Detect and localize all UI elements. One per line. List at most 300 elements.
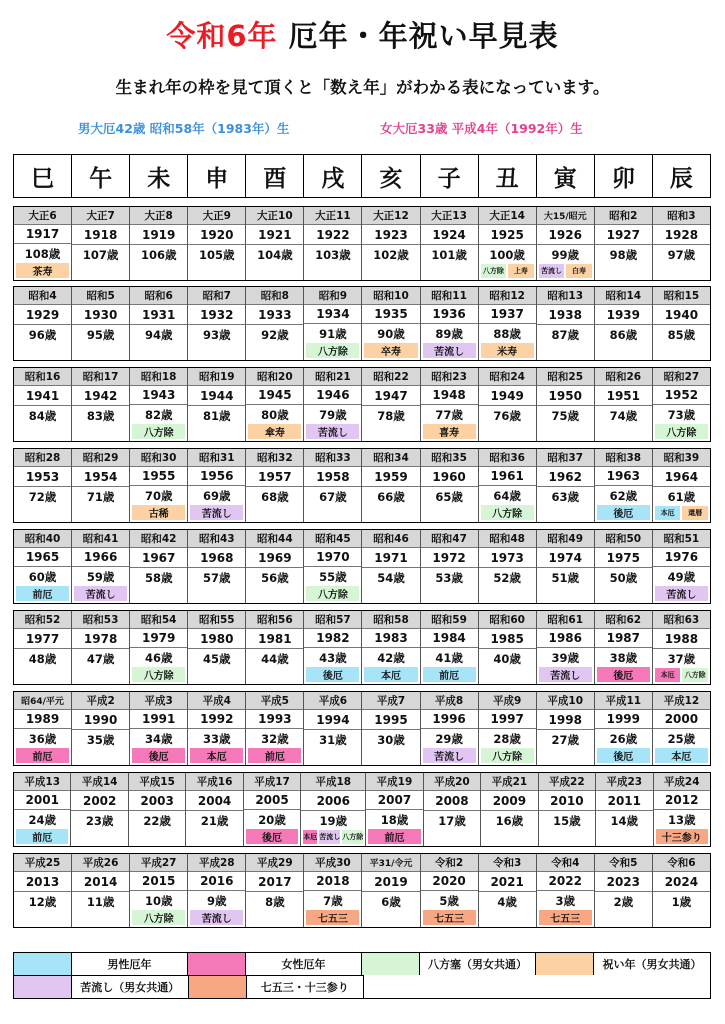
western-year: 1951: [595, 386, 652, 406]
kazoe-age: 64歳: [493, 488, 521, 503]
kazoe-age: 10歳: [144, 893, 173, 908]
year-block: [13, 772, 711, 847]
tag-area: [188, 425, 245, 441]
year-cell: [361, 449, 419, 522]
year-block: [13, 529, 711, 604]
era-name: 昭和6: [130, 287, 187, 305]
kazoe-age: 28歳: [493, 731, 521, 746]
era-name: 平成16: [186, 773, 242, 791]
kazoe-age: 34歳: [144, 731, 173, 746]
kazoe-age: 90歳: [377, 326, 405, 341]
occasion-badge: 苦流し: [423, 343, 476, 358]
tag-area: [14, 506, 71, 522]
western-year: 1917: [14, 225, 71, 245]
year-cell: [303, 611, 361, 684]
western-year: 1947: [362, 386, 419, 406]
era-name: 昭和10: [362, 287, 419, 305]
tag-area: [539, 830, 595, 846]
western-year: 1971: [362, 548, 419, 568]
tag-area: [304, 910, 361, 927]
year-cell: [303, 530, 361, 603]
year-cell: [129, 368, 187, 441]
year-cell: [478, 287, 536, 360]
era-name: 平成27: [130, 854, 187, 872]
era-name: 昭和21: [304, 368, 361, 386]
year-cell: [71, 368, 129, 441]
year-cell: [652, 692, 710, 765]
era-name: 平成29: [246, 854, 303, 872]
kazoe-age: 88歳: [493, 326, 521, 341]
occasion-badge: 苦流し: [74, 586, 127, 601]
tag-area: [653, 668, 710, 684]
kazoe-age: 20歳: [258, 812, 286, 827]
western-year: 1923: [362, 225, 419, 245]
tag-area: [366, 829, 422, 846]
era-name: 昭和41: [72, 530, 129, 548]
era-name: 平成24: [654, 773, 710, 791]
era-name: 昭和33: [304, 449, 361, 467]
western-year: 2005: [244, 791, 300, 811]
tag-area: [130, 587, 187, 603]
western-year: 2004: [186, 791, 242, 811]
era-name: 平成3: [130, 692, 187, 710]
year-cell: [187, 854, 245, 927]
tag-area: [188, 505, 245, 522]
year-cell: [594, 207, 652, 280]
year-cell: [420, 287, 478, 360]
tag-area: [362, 506, 419, 522]
legend-label: 八方塞（男女共通）: [428, 958, 527, 971]
year-cell: [129, 854, 187, 927]
kazoe-age: 30歳: [377, 732, 405, 747]
kazoe-age: 39歳: [551, 650, 579, 665]
kazoe-age: 44歳: [261, 651, 289, 666]
year-cell: [594, 449, 652, 522]
era-name: 大正13: [421, 207, 478, 225]
year-cell: [536, 854, 594, 927]
era-name: 平成9: [479, 692, 536, 710]
tag-area: [537, 264, 594, 280]
tag-area: [595, 344, 652, 360]
era-name: 平成25: [14, 854, 71, 872]
tag-area: [246, 587, 303, 603]
year-cell: [243, 773, 300, 846]
kazoe-age: 77歳: [435, 407, 463, 422]
zodiac-sign: 寅: [536, 155, 594, 197]
kazoe-age: 45歳: [203, 651, 231, 666]
kazoe-age: 63歳: [551, 489, 579, 504]
western-year: 1926: [537, 225, 594, 245]
occasion-badge: 喜寿: [423, 424, 476, 439]
kazoe-age: 79歳: [319, 407, 347, 422]
kazoe-age: 93歳: [203, 327, 231, 342]
era-name: 大正12: [362, 207, 419, 225]
year-cell: [652, 207, 710, 280]
western-year: 2013: [14, 872, 71, 892]
era-name: 平成15: [129, 773, 185, 791]
year-cell: [14, 207, 71, 280]
tag-area: [304, 506, 361, 522]
tag-area: [654, 829, 710, 846]
western-year: 1983: [362, 629, 419, 649]
kazoe-age: 46歳: [144, 650, 173, 665]
year-cell: [14, 530, 71, 603]
western-year: 1962: [537, 467, 594, 487]
year-cell: [187, 449, 245, 522]
era-name: 昭和22: [362, 368, 419, 386]
era-name: 平成23: [596, 773, 652, 791]
year-cell: [595, 773, 652, 846]
era-name: 昭和53: [72, 611, 129, 629]
kazoe-age: 91歳: [319, 326, 347, 341]
western-year: 1924: [421, 225, 478, 245]
kazoe-age: 55歳: [319, 569, 347, 584]
western-year: 2022: [537, 872, 594, 892]
western-year: 1949: [479, 386, 536, 406]
tag-area: [14, 425, 71, 441]
western-year: 1957: [246, 467, 303, 487]
era-name: 昭和3: [653, 207, 710, 225]
western-year: 1938: [537, 305, 594, 325]
occasion-badge: 苦流し: [539, 667, 592, 682]
occasion-badge: 前厄: [248, 748, 301, 763]
legend-item: [536, 953, 710, 975]
western-year: 1930: [72, 305, 129, 325]
tag-area: [14, 344, 71, 360]
occasion-badge: 卒寿: [364, 343, 417, 358]
kazoe-age: 8歳: [265, 894, 285, 909]
western-year: 1946: [304, 386, 361, 406]
tag-area: [421, 587, 478, 603]
era-name: 大15/昭元: [537, 207, 594, 225]
kazoe-age: 82歳: [144, 407, 173, 422]
era-name: 平成8: [421, 692, 478, 710]
western-year: 1925: [479, 225, 536, 245]
tag-area: [304, 424, 361, 441]
tag-area: [246, 344, 303, 360]
tag-area: [72, 506, 129, 522]
tag-area: [130, 424, 187, 441]
kazoe-age: 96歳: [28, 327, 57, 342]
western-year: 1945: [246, 386, 303, 406]
zodiac-sign: 酉: [245, 155, 303, 197]
tag-area: [14, 586, 71, 603]
western-year: 1987: [595, 629, 652, 649]
tag-area: [424, 830, 480, 846]
occasion-badge: 茶寿: [16, 263, 69, 278]
tag-area: [304, 586, 361, 603]
era-name: 昭和58: [362, 611, 419, 629]
tag-area: [72, 668, 129, 684]
occasion-badge: 前厄: [368, 829, 420, 844]
era-name: 平成18: [301, 773, 365, 791]
zodiac-sign: 丑: [478, 155, 536, 197]
kazoe-age: 18歳: [380, 812, 409, 827]
era-name: 平成5: [246, 692, 303, 710]
tag-area: [14, 668, 71, 684]
year-cell: [536, 207, 594, 280]
kazoe-age: 57歳: [203, 570, 231, 585]
tag-area: [653, 911, 710, 927]
era-name: 昭和56: [246, 611, 303, 629]
year-cell: [187, 287, 245, 360]
western-year: 1981: [246, 629, 303, 649]
western-year: 2006: [301, 791, 365, 811]
era-name: 大正11: [304, 207, 361, 225]
kazoe-age: 103歳: [315, 247, 351, 262]
era-name: 昭和12: [479, 287, 536, 305]
kazoe-age: 22歳: [143, 813, 171, 828]
tag-area: [421, 343, 478, 360]
kazoe-age: 75歳: [551, 408, 579, 423]
year-cell: [14, 611, 71, 684]
western-year: 1931: [130, 305, 187, 325]
tag-area: [72, 344, 129, 360]
year-cell: [478, 530, 536, 603]
legend-item: [14, 953, 188, 975]
era-name: 昭和49: [537, 530, 594, 548]
kazoe-age: 49歳: [667, 569, 696, 584]
tag-area: [362, 264, 419, 280]
era-name: 令和6: [653, 854, 710, 872]
tag-area: [595, 264, 652, 280]
era-name: 平成7: [362, 692, 419, 710]
era-name: 昭和8: [246, 287, 303, 305]
era-name: 昭和20: [246, 368, 303, 386]
legend-item: [362, 953, 536, 975]
zodiac-sign: 亥: [361, 155, 419, 197]
western-year: 1954: [72, 467, 129, 487]
kazoe-age: 5歳: [439, 893, 459, 908]
era-name: 昭和31: [188, 449, 245, 467]
era-name: 昭和34: [362, 449, 419, 467]
year-cell: [303, 207, 361, 280]
tag-area: [537, 425, 594, 441]
occasion-badge: 苦流し: [423, 748, 476, 763]
western-year: 1919: [130, 225, 187, 245]
year-cell: [478, 449, 536, 522]
era-name: 平成2: [72, 692, 129, 710]
year-cell: [14, 773, 70, 846]
occasion-badge: 八方除: [481, 505, 534, 520]
zodiac-header-row: [13, 154, 711, 198]
era-name: 昭和11: [421, 287, 478, 305]
kazoe-age: 31歳: [319, 732, 347, 747]
occasion-badge: 後厄: [246, 829, 298, 844]
legend-label: 女性厄年: [281, 958, 326, 971]
era-name: 昭和63: [653, 611, 710, 629]
kazoe-age: 71歳: [86, 489, 115, 504]
tag-area: [304, 749, 361, 765]
year-cell: [478, 611, 536, 684]
tag-area: [14, 748, 71, 765]
tag-area: [129, 830, 185, 846]
era-name: 平成30: [304, 854, 361, 872]
year-cell: [478, 207, 536, 280]
kazoe-age: 70歳: [144, 488, 173, 503]
kazoe-age: 76歳: [493, 408, 521, 423]
tag-area: [130, 910, 187, 927]
zodiac-sign: 午: [71, 155, 129, 197]
kazoe-age: 33歳: [203, 731, 231, 746]
year-cell: [300, 773, 365, 846]
kazoe-age: 99歳: [551, 247, 579, 262]
era-name: 昭和23: [421, 368, 478, 386]
kazoe-age: 92歳: [261, 327, 289, 342]
era-name: 昭和17: [72, 368, 129, 386]
tag-area: [595, 587, 652, 603]
kazoe-age: 81歳: [203, 408, 231, 423]
year-cell: [478, 692, 536, 765]
occasion-badge: 白寿: [566, 264, 592, 278]
era-name: 平成12: [653, 692, 710, 710]
era-name: 昭和40: [14, 530, 71, 548]
kazoe-age: 48歳: [28, 651, 57, 666]
kazoe-age: 15歳: [553, 813, 581, 828]
kazoe-age: 47歳: [86, 651, 115, 666]
era-name: 昭和7: [188, 287, 245, 305]
era-name: 令和4: [537, 854, 594, 872]
western-year: 1959: [362, 467, 419, 487]
western-year: 1988: [653, 629, 710, 649]
era-name: 昭和57: [304, 611, 361, 629]
year-cell: [303, 287, 361, 360]
year-cell: [536, 449, 594, 522]
era-name: 令和5: [595, 854, 652, 872]
kazoe-age: 19歳: [319, 813, 348, 828]
zodiac-sign: 巳: [31, 165, 55, 192]
kazoe-age: 9歳: [207, 893, 227, 908]
western-year: 1935: [362, 305, 419, 325]
year-cell: [14, 854, 71, 927]
occasion-badge: 苦流し: [306, 424, 359, 439]
kazoe-age: 43歳: [319, 650, 347, 665]
era-name: 平成4: [188, 692, 245, 710]
kazoe-age: 65歳: [435, 489, 463, 504]
year-cell: [653, 773, 710, 846]
tag-area: [304, 343, 361, 360]
era-name: 平成22: [539, 773, 595, 791]
era-name: 昭和48: [479, 530, 536, 548]
western-year: 1969: [246, 548, 303, 568]
zodiac-sign: 子: [420, 155, 478, 197]
tag-area: [71, 830, 127, 846]
era-name: 平成10: [537, 692, 594, 710]
era-name: 大正10: [246, 207, 303, 225]
western-year: 2017: [246, 872, 303, 892]
tag-area: [130, 505, 187, 522]
tag-area: [246, 264, 303, 280]
occasion-badge: 八方除: [655, 424, 708, 439]
era-name: 昭和50: [595, 530, 652, 548]
western-year: 1941: [14, 386, 71, 406]
kazoe-age: 100歳: [489, 247, 525, 262]
legend-item: [189, 976, 364, 998]
year-block: [13, 448, 711, 523]
legend-item: [14, 976, 189, 998]
era-name: 昭和59: [421, 611, 478, 629]
kazoe-age: 38歳: [609, 650, 638, 665]
occasion-badge: 本厄: [364, 667, 417, 682]
western-year: 1990: [72, 710, 129, 730]
tag-area: [362, 749, 419, 765]
era-name: 昭和28: [14, 449, 71, 467]
year-cell: [594, 368, 652, 441]
tag-area: [246, 748, 303, 765]
western-year: 2007: [366, 791, 422, 811]
western-year: 1998: [537, 710, 594, 730]
year-cell: [594, 854, 652, 927]
era-name: 令和2: [421, 854, 478, 872]
era-name: 昭和42: [130, 530, 187, 548]
era-name: 昭和14: [595, 287, 652, 305]
year-cell: [71, 854, 129, 927]
year-cell: [420, 692, 478, 765]
year-cell: [71, 287, 129, 360]
western-year: 1963: [595, 467, 652, 487]
tag-area: [421, 748, 478, 765]
occasion-badge: 後厄: [306, 667, 359, 682]
occasion-badge: 本厄: [190, 748, 243, 763]
era-name: 昭和55: [188, 611, 245, 629]
kazoe-age: 54歳: [377, 570, 405, 585]
tag-area: [421, 424, 478, 441]
western-year: 2018: [304, 872, 361, 892]
tag-area: [188, 910, 245, 927]
tag-area: [246, 911, 303, 927]
year-block: [13, 286, 711, 361]
year-cell: [187, 530, 245, 603]
year-cell: [14, 449, 71, 522]
kazoe-age: 1歳: [671, 894, 692, 909]
kazoe-age: 13歳: [668, 812, 696, 827]
zodiac-sign: 辰: [652, 155, 710, 197]
year-cell: [187, 692, 245, 765]
kazoe-age: 37歳: [667, 651, 696, 666]
western-year: 1985: [479, 629, 536, 649]
kazoe-age: 80歳: [261, 407, 289, 422]
era-name: 大正8: [130, 207, 187, 225]
tag-area: [653, 748, 710, 765]
kazoe-age: 62歳: [609, 488, 638, 503]
tag-area: [537, 910, 594, 927]
occasion-badge: 苦流し: [655, 586, 708, 601]
year-cell: [187, 368, 245, 441]
occasion-badge: 苦流し: [190, 505, 243, 520]
year-cell: [129, 287, 187, 360]
western-year: 1967: [130, 548, 187, 568]
kazoe-age: 17歳: [438, 813, 466, 828]
kazoe-age: 60歳: [28, 569, 57, 584]
kazoe-age: 24歳: [28, 812, 56, 827]
occasion-badge: 八方除: [682, 668, 708, 682]
western-year: 1991: [130, 710, 187, 730]
western-year: 2016: [188, 872, 245, 892]
era-name: 昭和52: [14, 611, 71, 629]
year-block: [13, 206, 711, 281]
year-cell: [187, 611, 245, 684]
western-year: 1972: [421, 548, 478, 568]
western-year: 1939: [595, 305, 652, 325]
western-year: 1966: [72, 548, 129, 568]
western-year: 1953: [14, 467, 71, 487]
tag-area: [130, 667, 187, 684]
era-name: 平成17: [244, 773, 300, 791]
kazoe-age: 73歳: [667, 407, 696, 422]
occasion-badge: 前厄: [423, 667, 476, 682]
western-year: 1936: [421, 305, 478, 325]
tag-area: [537, 344, 594, 360]
